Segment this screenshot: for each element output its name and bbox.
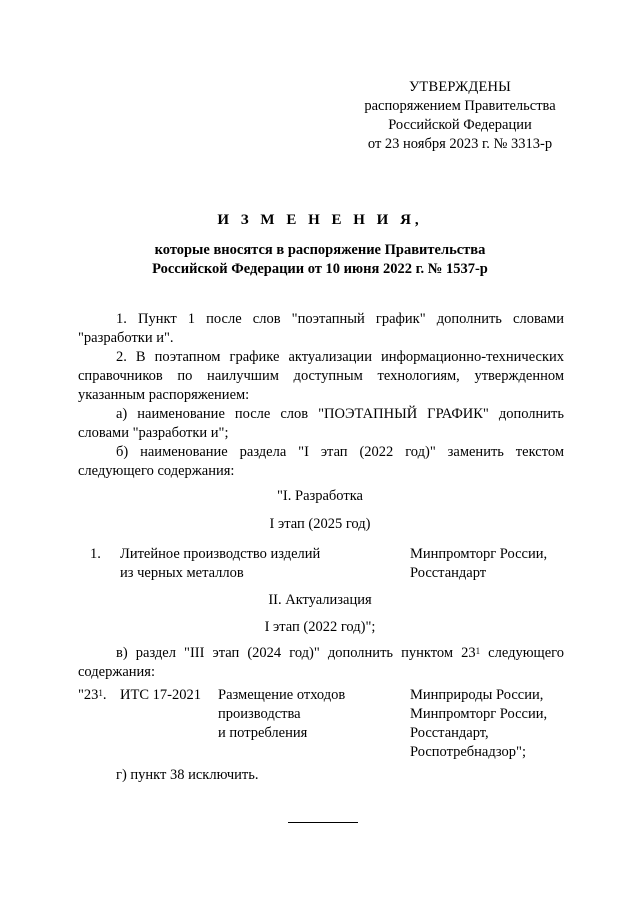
table2-org-line-4: Роспотребнадзор"; [410, 744, 526, 760]
paragraph-v-text-after: следующего содержания: [78, 645, 564, 680]
document-subtitle [0, 241, 640, 279]
table2-number-prefix: "23 [78, 687, 99, 703]
paragraph-v [78, 644, 564, 682]
table2-desc-line-2: производства [218, 706, 301, 722]
table1-number: 1. [90, 546, 101, 562]
table1-desc-line-2: из черных металлов [120, 565, 244, 581]
paragraph-v-block [78, 644, 564, 682]
table2-number-suffix: . [102, 687, 107, 703]
document-title: И З М Е Н Е Н И Я, [217, 212, 423, 228]
approved-line-1: распоряжением Правительства [364, 98, 556, 114]
section-development: "I. Разработка [277, 488, 363, 504]
paragraph-2: 2. В поэтапном графике актуализации информационно-технических справочников по наилучшим доступным технологиям, утвержденном указанным распоряжением: [78, 349, 564, 403]
table1-org-line-2: Росстандарт [410, 565, 487, 581]
table2-organizations [410, 686, 547, 762]
paragraph-1: 1. Пункт 1 после слов "поэтапный график" дополнить словами "разработки и". [78, 311, 564, 346]
paragraph-v-text-before: в) раздел "III этап (2024 год)" дополнить пунктом 23 [116, 645, 476, 661]
subtitle-line-2: Российской Федерации от 10 июня 2022 г. № 1537-р [152, 261, 488, 277]
paragraph-a: а) наименование после слов "ПОЭТАПНЫЙ ГРАФИК" дополнить словами "разработки и"; [78, 406, 564, 441]
table2-desc-line-3: и потребления [218, 725, 308, 741]
table1-org-line-1: Минпромторг России, [410, 546, 548, 562]
stage-2025-heading: I этап (2025 год) [269, 516, 371, 532]
closing-rule [288, 822, 358, 823]
table1-description [120, 545, 320, 583]
table2-desc-line-1: Размещение отходов [218, 687, 346, 703]
section-update: II. Актуализация [268, 592, 372, 608]
approved-line-2: Российской Федерации [388, 117, 532, 133]
table2-code: ИТС 17-2021 [120, 687, 201, 703]
paragraph-g: г) пункт 38 исключить. [116, 767, 259, 783]
paragraph-b: б) наименование раздела "I этап (2022 год)" заменить текстом следующего содержания: [78, 444, 564, 479]
table1-desc-line-1: Литейное производство изделий [120, 546, 321, 562]
paragraph-v-sup: 1 [475, 646, 481, 656]
table2-number [78, 686, 107, 705]
approval-block [340, 78, 580, 154]
table2-number-sup: 1 [98, 688, 103, 698]
table2-org-line-3: Росстандарт, [410, 725, 489, 741]
approved-heading: УТВЕРЖДЕНЫ [408, 79, 512, 95]
table2-description [218, 686, 345, 743]
table2-org-line-1: Минприроды России, [410, 687, 544, 703]
table2-org-line-2: Минпромторг России, [410, 706, 548, 722]
subtitle-line-1: которые вносятся в распоряжение Правительства [154, 242, 486, 258]
table1-organizations [410, 545, 547, 583]
body-paragraphs [78, 310, 564, 481]
document-title-block [0, 212, 640, 279]
stage-2022-heading: I этап (2022 год)"; [264, 619, 376, 635]
approved-line-3: от 23 ноября 2023 г. № 3313-р [367, 136, 553, 152]
